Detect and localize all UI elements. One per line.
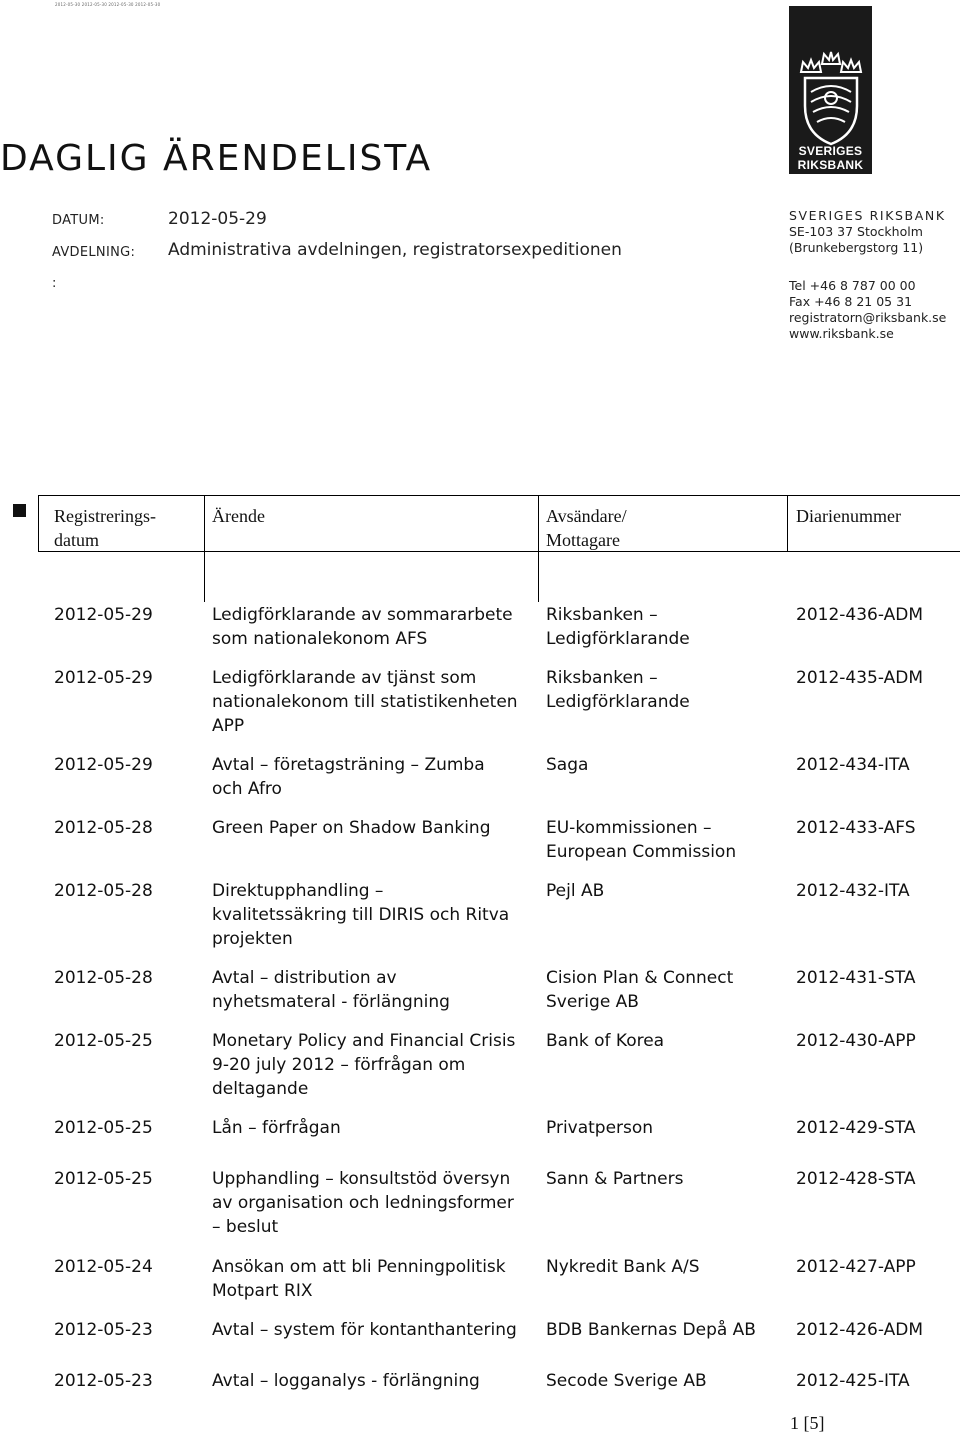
- row-2-number: 2012-434-ITA: [796, 755, 910, 775]
- row-1-sender: [546, 666, 690, 714]
- row-9-case-line-1: Ansökan om att bli Penningpolitisk: [212, 1257, 506, 1277]
- row-0-case: [212, 603, 513, 651]
- date-value: 2012-05-29: [168, 209, 267, 229]
- row-5-case-line-1: Avtal – distribution av: [212, 968, 397, 988]
- row-1-case: [212, 666, 518, 738]
- row-3-date: 2012-05-28: [54, 818, 153, 838]
- row-5-number: 2012-431-STA: [796, 968, 916, 988]
- row-3-sender-line-1: EU-kommissionen –: [546, 818, 712, 838]
- row-3-number: 2012-433-AFS: [796, 818, 916, 838]
- row-5-sender: [546, 966, 733, 1014]
- row-4-sender: [546, 879, 604, 903]
- row-5-sender-line-1: Cision Plan & Connect: [546, 968, 734, 988]
- header-number: [796, 504, 901, 528]
- row-10-case: [212, 1318, 517, 1342]
- bullet-square-icon: [13, 504, 26, 517]
- row-2-case: [212, 753, 485, 801]
- row-7-sender-line-1: Privatperson: [546, 1118, 654, 1138]
- row-8-case: [212, 1167, 514, 1239]
- address-web[interactable]: www.riksbank.se: [789, 326, 894, 341]
- row-8-sender: [546, 1167, 683, 1191]
- row-6-case-line-1: Monetary Policy and Financial Crisis: [212, 1031, 516, 1051]
- address-postal: SE-103 37 Stockholm: [789, 224, 923, 239]
- row-8-date: 2012-05-25: [54, 1169, 153, 1189]
- row-1-case-line-3: APP: [212, 716, 245, 736]
- row-2-case-line-1: Avtal – företagsträning – Zumba: [212, 755, 485, 775]
- row-5-case-line-2: nyhetsmateral - förlängning: [212, 992, 450, 1012]
- row-2-sender-line-1: Saga: [546, 755, 589, 775]
- row-6-date: 2012-05-25: [54, 1031, 153, 1051]
- row-10-case-line-1: Avtal – system för kontanthantering: [212, 1320, 517, 1340]
- header-date-line-2: datum: [54, 530, 99, 550]
- header-date: [54, 504, 156, 552]
- row-5-sender-line-2: Sverige AB: [546, 992, 639, 1012]
- row-11-case: [212, 1369, 480, 1393]
- row-10-sender: [546, 1318, 756, 1342]
- print-header: 2012-05-30 2012-05-30 2012-05-30 2012-05-30: [55, 2, 161, 7]
- document-title: DAGLIG ÄRENDELISTA: [0, 138, 433, 179]
- row-1-case-line-1: Ledigförklarande av tjänst som: [212, 668, 477, 688]
- address-tel: Tel +46 8 787 00 00: [789, 278, 916, 293]
- row-1-case-line-2: nationalekonom till statistikenheten: [212, 692, 518, 712]
- row-10-date: 2012-05-23: [54, 1320, 153, 1340]
- table-header-divider-1: [204, 495, 205, 602]
- row-0-sender-line-1: Riksbanken –: [546, 605, 658, 625]
- row-8-sender-line-1: Sann & Partners: [546, 1169, 684, 1189]
- row-7-case: [212, 1116, 341, 1140]
- address-org-text: SVERIGES RIKSBANK: [789, 208, 946, 223]
- row-6-sender-line-1: Bank of Korea: [546, 1031, 665, 1051]
- row-7-number: 2012-429-STA: [796, 1118, 916, 1138]
- row-9-case-line-2: Motpart RIX: [212, 1281, 313, 1301]
- row-9-number: 2012-427-APP: [796, 1257, 916, 1277]
- header-number-line-1: Diarienummer: [796, 506, 901, 526]
- row-11-sender: [546, 1369, 707, 1393]
- table-header-divider-2: [538, 495, 539, 602]
- row-4-number: 2012-432-ITA: [796, 881, 910, 901]
- address-email[interactable]: registratorn@riksbank.se: [789, 310, 947, 325]
- row-1-sender-line-1: Riksbanken –: [546, 668, 658, 688]
- table-header-bottom-border: [38, 551, 960, 552]
- row-11-case-line-1: Avtal – logganalys - förlängning: [212, 1371, 480, 1391]
- row-4-case-line-2: kvalitetssäkring till DIRIS och Ritva: [212, 905, 510, 925]
- row-6-case-line-3: deltagande: [212, 1079, 309, 1099]
- row-8-case-line-2: av organisation och ledningsformer: [212, 1193, 514, 1213]
- row-2-date: 2012-05-29: [54, 755, 153, 775]
- row-10-sender-line-1: BDB Bankernas Depå AB: [546, 1320, 756, 1340]
- row-11-number: 2012-425-ITA: [796, 1371, 910, 1391]
- row-5-date: 2012-05-28: [54, 968, 153, 988]
- row-9-case: [212, 1255, 506, 1303]
- department-value: Administrativa avdelningen, registratorsexpeditionen: [168, 240, 622, 260]
- table-header-divider-3: [787, 495, 788, 552]
- row-2-case-line-2: och Afro: [212, 779, 282, 799]
- row-4-case: [212, 879, 509, 951]
- row-3-sender-line-2: European Commission: [546, 842, 737, 862]
- row-11-date: 2012-05-23: [54, 1371, 153, 1391]
- row-7-date: 2012-05-25: [54, 1118, 153, 1138]
- row-0-case-line-1: Ledigförklarande av sommararbete: [212, 605, 513, 625]
- riksbank-logo: [789, 6, 872, 174]
- row-7-case-line-1: Lån – förfrågan: [212, 1118, 341, 1138]
- row-9-sender-line-1: Nykredit Bank A/S: [546, 1257, 700, 1277]
- row-1-sender-line-2: Ledigförklarande: [546, 692, 690, 712]
- row-6-sender: [546, 1029, 664, 1053]
- logo-line-2: RIKSBANK: [797, 158, 864, 172]
- department-label: AVDELNING:: [52, 245, 136, 260]
- row-6-case: [212, 1029, 515, 1101]
- row-0-date: 2012-05-29: [54, 605, 153, 625]
- row-9-sender: [546, 1255, 700, 1279]
- row-3-sender: [546, 816, 736, 864]
- address-org: [789, 208, 946, 224]
- address-street: (Brunkebergstorg 11): [789, 240, 924, 255]
- row-0-sender-line-2: Ledigförklarande: [546, 629, 690, 649]
- row-4-case-line-3: projekten: [212, 929, 293, 949]
- row-3-case: [212, 816, 490, 840]
- row-0-case-line-2: som nationalekonom AFS: [212, 629, 428, 649]
- table-header-top-border: [38, 495, 960, 496]
- row-1-number: 2012-435-ADM: [796, 668, 923, 688]
- row-4-date: 2012-05-28: [54, 881, 153, 901]
- header-sender-line-2: Mottagare: [546, 530, 620, 550]
- row-8-case-line-3: – beslut: [212, 1217, 279, 1237]
- logo-line-1: SVERIGES: [798, 144, 863, 158]
- header-case: [212, 504, 265, 528]
- page-number: 1 [5]: [790, 1413, 825, 1433]
- row-4-sender-line-1: Pejl AB: [546, 881, 605, 901]
- row-8-case-line-1: Upphandling – konsultstöd översyn: [212, 1169, 511, 1189]
- row-5-case: [212, 966, 450, 1014]
- row-6-case-line-2: 9-20 july 2012 – förfrågan om: [212, 1055, 466, 1075]
- row-0-number: 2012-436-ADM: [796, 605, 923, 625]
- row-9-date: 2012-05-24: [54, 1257, 153, 1277]
- row-11-sender-line-1: Secode Sverige AB: [546, 1371, 707, 1391]
- colon-label: :: [52, 276, 57, 291]
- header-date-line-1: Registrerings-: [54, 506, 156, 526]
- row-0-sender: [546, 603, 690, 651]
- row-8-number: 2012-428-STA: [796, 1169, 916, 1189]
- row-4-case-line-1: Direktupphandling –: [212, 881, 384, 901]
- row-1-date: 2012-05-29: [54, 668, 153, 688]
- row-3-case-line-1: Green Paper on Shadow Banking: [212, 818, 491, 838]
- row-10-number: 2012-426-ADM: [796, 1320, 923, 1340]
- header-case-line-1: Ärende: [212, 506, 265, 526]
- header-sender-line-1: Avsändare/: [546, 506, 627, 526]
- row-2-sender: [546, 753, 588, 777]
- table-header-left-border: [38, 495, 39, 552]
- row-6-number: 2012-430-APP: [796, 1031, 916, 1051]
- address-fax: Fax +46 8 21 05 31: [789, 294, 913, 309]
- date-label: DATUM:: [52, 213, 105, 228]
- header-sender: [546, 504, 627, 552]
- row-7-sender: [546, 1116, 653, 1140]
